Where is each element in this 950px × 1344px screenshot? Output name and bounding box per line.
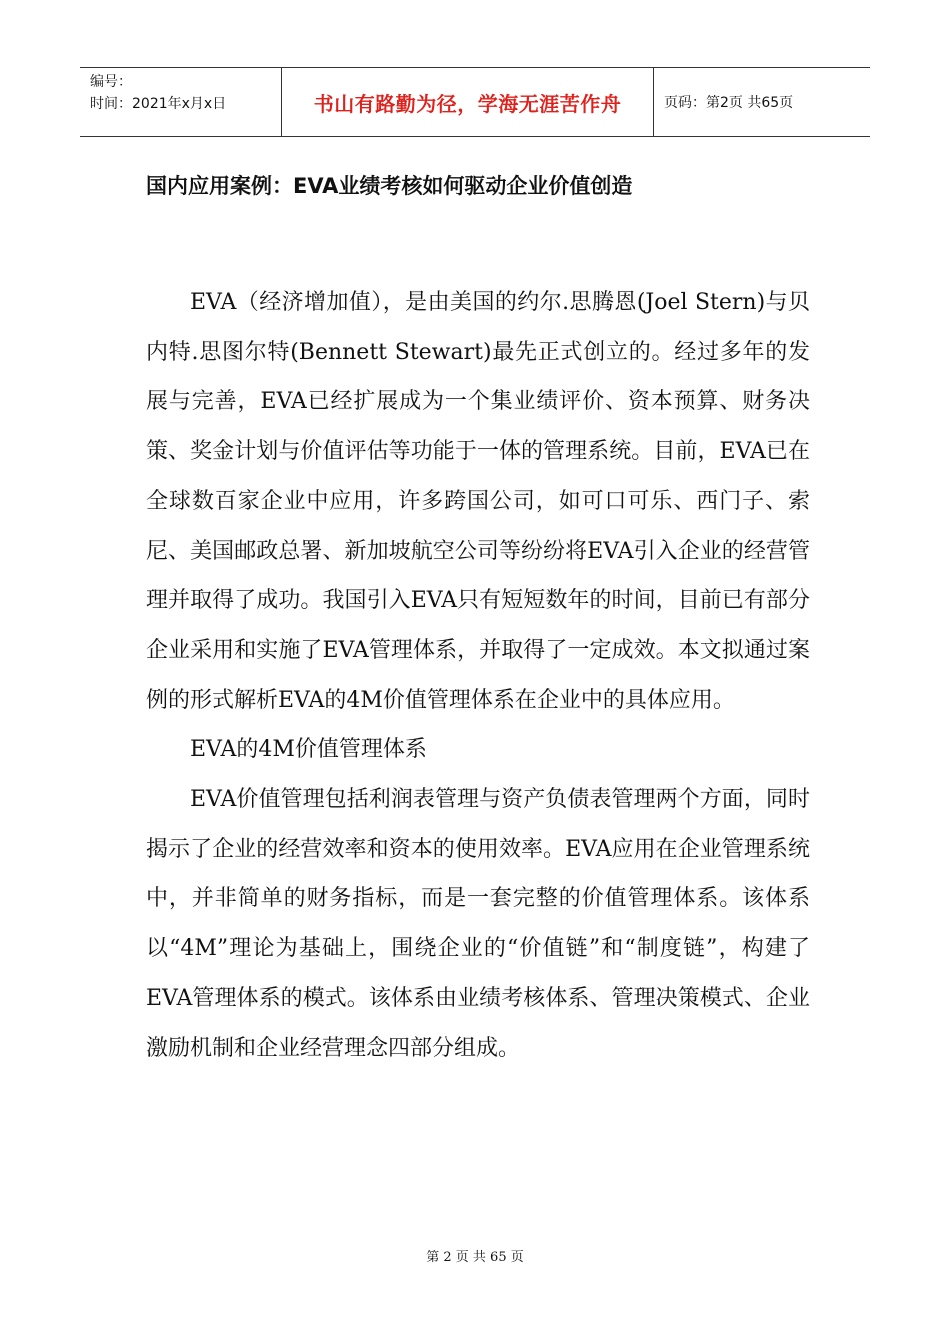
header-motto-cell	[282, 68, 654, 136]
paragraph-value-management: EVA价值管理包括利润表管理与资产负债表管理两个方面，同时揭示了企业的经营效率和资本的使用效率。EVA应用在企业管理系统中，并非简单的财务指标，而是一套完整的价值管理体系。该体系以“4M”理论为基础上，围绕企业的“价值链”和“制度链”，构建了EVA管理体系的模式。该体系由业绩考核体系、管理决策模式、企业激励机制和企业经营理念四部分组成。	[146, 787, 810, 1061]
doc-number-label: 编号：	[90, 74, 132, 90]
paragraph-intro: EVA（经济增加值），是由美国的约尔.思腾恩(Joel Stern)与贝内特.思图尔特(Bennett Stewart)最先正式创立的。经过多年的发展与完善，EVA已经扩展成为一个集业绩评价、资本预算、财务决策、奖金计划与价值评估等功能于一体的管理系统。目前，EVA已在全球数百家企业中应用，许多跨国公司，如可口可乐、西门子、索尼、美国邮政总署、新加坡航空公司等纷纷将EVA引入企业的经营管理并取得了成功。我国引入EVA只有短短数年的时间，目前已有部分企业采用和实施了EVA管理体系，并取得了一定成效。本文拟通过案例的形式解析EVA的4M价值管理体系在企业中的具体应用。	[146, 290, 810, 713]
document-body	[146, 278, 810, 1073]
header-page-info: 页码：第2页 共65页	[664, 95, 794, 111]
document-title: 国内应用案例：EVA业绩考核如何驱动企业价值创造	[146, 174, 633, 198]
doc-time-label: 时间：2021年x月x日	[90, 96, 227, 112]
page-footer: 第 2 页 共 65 页	[426, 1250, 524, 1265]
page-header	[80, 67, 870, 137]
header-motto: 书山有路勤为径，学海无涯苦作舟	[313, 91, 622, 116]
header-meta	[80, 68, 282, 136]
paragraph-heading-4m: EVA的4M价值管理体系	[190, 737, 427, 763]
header-page-cell	[654, 68, 870, 136]
